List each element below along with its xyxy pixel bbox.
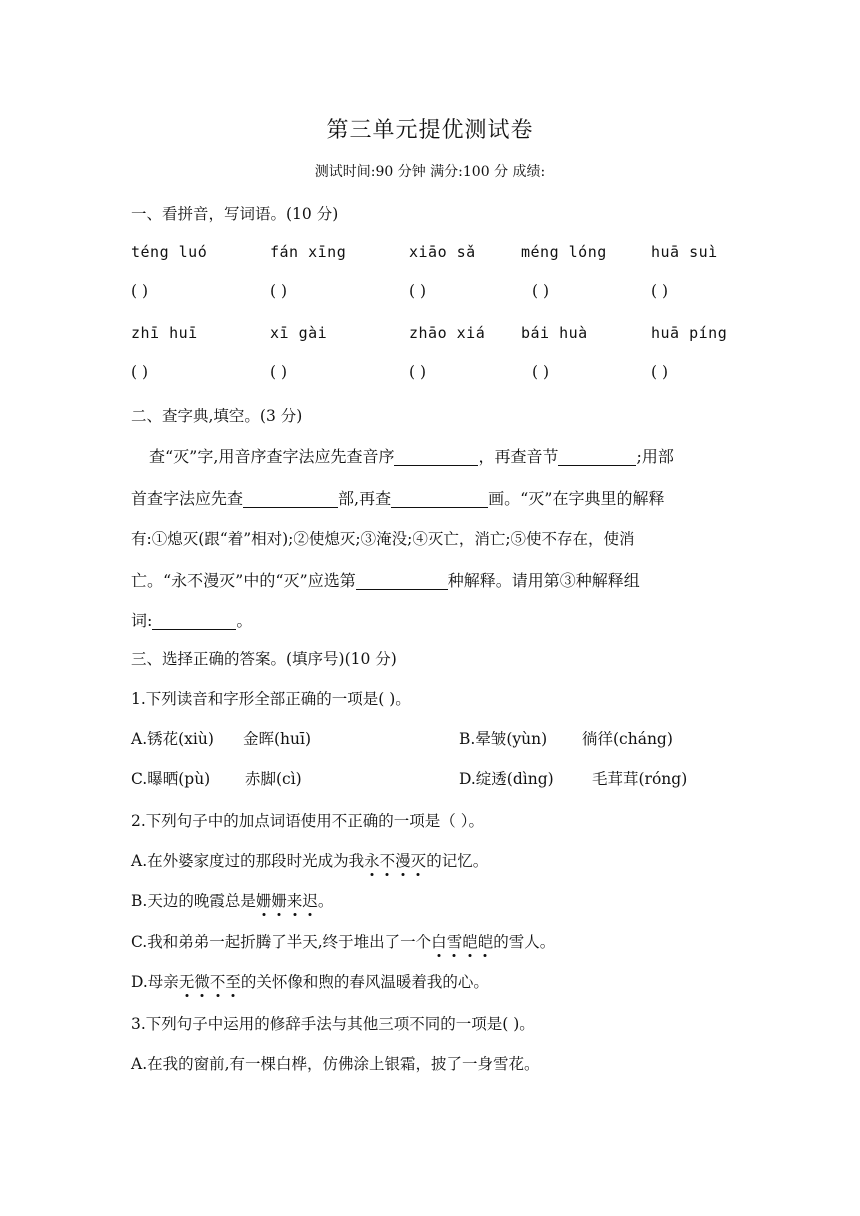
emphasis-char: 至 xyxy=(225,973,241,991)
emphasis-char: 来 xyxy=(286,892,303,910)
emphasis-char: 不 xyxy=(379,852,396,870)
section3-heading: 三、选择正确的答案。(填序号)(10 分) xyxy=(131,650,397,668)
pinyin-item: xiāo sǎ xyxy=(409,243,476,261)
option-c[interactable]: C.曝晒(pù) xyxy=(131,770,211,788)
section2-heading: 二、查字典,填空。(3 分) xyxy=(131,407,303,425)
emphasis-char: 微 xyxy=(194,973,210,991)
emphasis-char: 姗 xyxy=(271,892,287,910)
paragraph-line: 词: 。 xyxy=(131,611,253,630)
pinyin-item: xī gài xyxy=(270,324,328,342)
option-d-word2: 毛茸茸(róng) xyxy=(592,770,688,788)
fill-blank[interactable] xyxy=(558,447,636,466)
emphasized-phrase xyxy=(179,973,241,991)
emphasis-char: 不 xyxy=(209,973,226,991)
fill-blank[interactable] xyxy=(391,489,488,508)
option-d[interactable]: D.母亲无微不至的关怀像和煦的春风温暖着我的心。 xyxy=(131,973,489,991)
option-a[interactable]: A.在外婆家度过的那段时光成为我永不漫灭的记忆。 xyxy=(131,852,489,870)
emphasis-char: 皑 xyxy=(477,933,494,951)
pinyin-item: téng luó xyxy=(131,243,208,261)
answer-blank[interactable]: ( ) xyxy=(270,363,288,381)
answer-blank[interactable]: ( ) xyxy=(651,363,669,381)
option-c-word2: 赤脚(cì) xyxy=(245,770,302,788)
paragraph-line: 首查字法应先查 部,再查 画。“灭”在字典里的解释 xyxy=(131,489,665,508)
pinyin-item: méng lóng xyxy=(521,243,607,261)
pinyin-item: huā píng xyxy=(651,324,728,342)
emphasis-char: 白 xyxy=(431,933,447,951)
emphasized-phrase xyxy=(364,852,426,870)
fill-blank[interactable] xyxy=(356,571,448,590)
answer-blank[interactable]: ( ) xyxy=(270,282,288,300)
answer-blank[interactable]: ( ) xyxy=(409,282,427,300)
question-1: 1.下列读音和字形全部正确的一项是( )。 xyxy=(131,690,411,708)
option-d[interactable]: D.绽透(dìng) xyxy=(459,770,554,788)
section1-heading: 一、看拼音，写词语。(10 分) xyxy=(131,205,339,223)
emphasis-char: 姗 xyxy=(255,892,272,910)
paragraph-line: 查“灭”字,用音序查字法应先查音序 ，再查音节 ;用部 xyxy=(149,447,674,466)
answer-blank[interactable]: ( ) xyxy=(532,282,550,300)
question-3: 3.下列句子中运用的修辞手法与其他三项不同的一项是( )。 xyxy=(131,1015,535,1033)
answer-blank[interactable]: ( ) xyxy=(131,363,149,381)
answer-blank[interactable]: ( ) xyxy=(532,363,550,381)
emphasized-phrase xyxy=(431,933,493,951)
answer-blank[interactable]: ( ) xyxy=(131,282,149,300)
option-b[interactable]: B.天边的晚霞总是姗姗来迟。 xyxy=(131,892,334,910)
question-2: 2.下列句子中的加点词语使用不正确的一项是（ ）。 xyxy=(131,812,484,830)
emphasis-char: 无 xyxy=(178,973,195,991)
emphasis-char: 雪 xyxy=(446,933,463,951)
pinyin-item: fán xīng xyxy=(270,243,347,261)
answer-blank[interactable]: ( ) xyxy=(651,282,669,300)
pinyin-item: zhī huī xyxy=(131,324,198,342)
fill-blank[interactable] xyxy=(243,489,338,508)
option-a[interactable]: A.在我的窗前,有一棵白桦，仿佛涂上银霜，披了一身雪花。 xyxy=(131,1055,540,1073)
paragraph-line: 亡。“永不漫灭”中的“灭”应选第 种解释。请用第③种解释组 xyxy=(131,571,640,590)
emphasis-char: 皑 xyxy=(462,933,478,951)
option-b[interactable]: B.晕皱(yùn) xyxy=(459,730,548,748)
option-c[interactable]: C.我和弟弟一起折腾了半天,终于堆出了一个白雪皑皑的雪人。 xyxy=(131,933,556,951)
option-a[interactable]: A.锈花(xiù) xyxy=(131,730,214,748)
emphasis-char: 灭 xyxy=(410,852,427,870)
option-b-word2: 徜徉(cháng) xyxy=(582,730,673,748)
fill-blank[interactable] xyxy=(394,447,478,466)
test-info: 测试时间:90 分钟 满分:100 分 成绩: xyxy=(314,164,546,180)
page-title: 第三单元提优测试卷 xyxy=(326,118,534,143)
option-a-word2: 金晖(huī) xyxy=(243,730,312,748)
answer-blank[interactable]: ( ) xyxy=(409,363,427,381)
emphasis-char: 永 xyxy=(364,852,380,870)
paragraph-line: 有:①熄灭(跟“着”相对);②使熄灭;③淹没;④灭亡，消亡;⑤使不存在，使消 xyxy=(131,530,635,548)
emphasis-char: 漫 xyxy=(395,852,411,870)
fill-blank[interactable] xyxy=(152,611,236,630)
pinyin-item: huā suì xyxy=(651,243,718,261)
pinyin-item: bái huà xyxy=(521,324,588,342)
emphasis-char: 迟 xyxy=(302,892,318,910)
emphasized-phrase xyxy=(256,892,318,910)
pinyin-item: zhāo xiá xyxy=(409,324,486,342)
